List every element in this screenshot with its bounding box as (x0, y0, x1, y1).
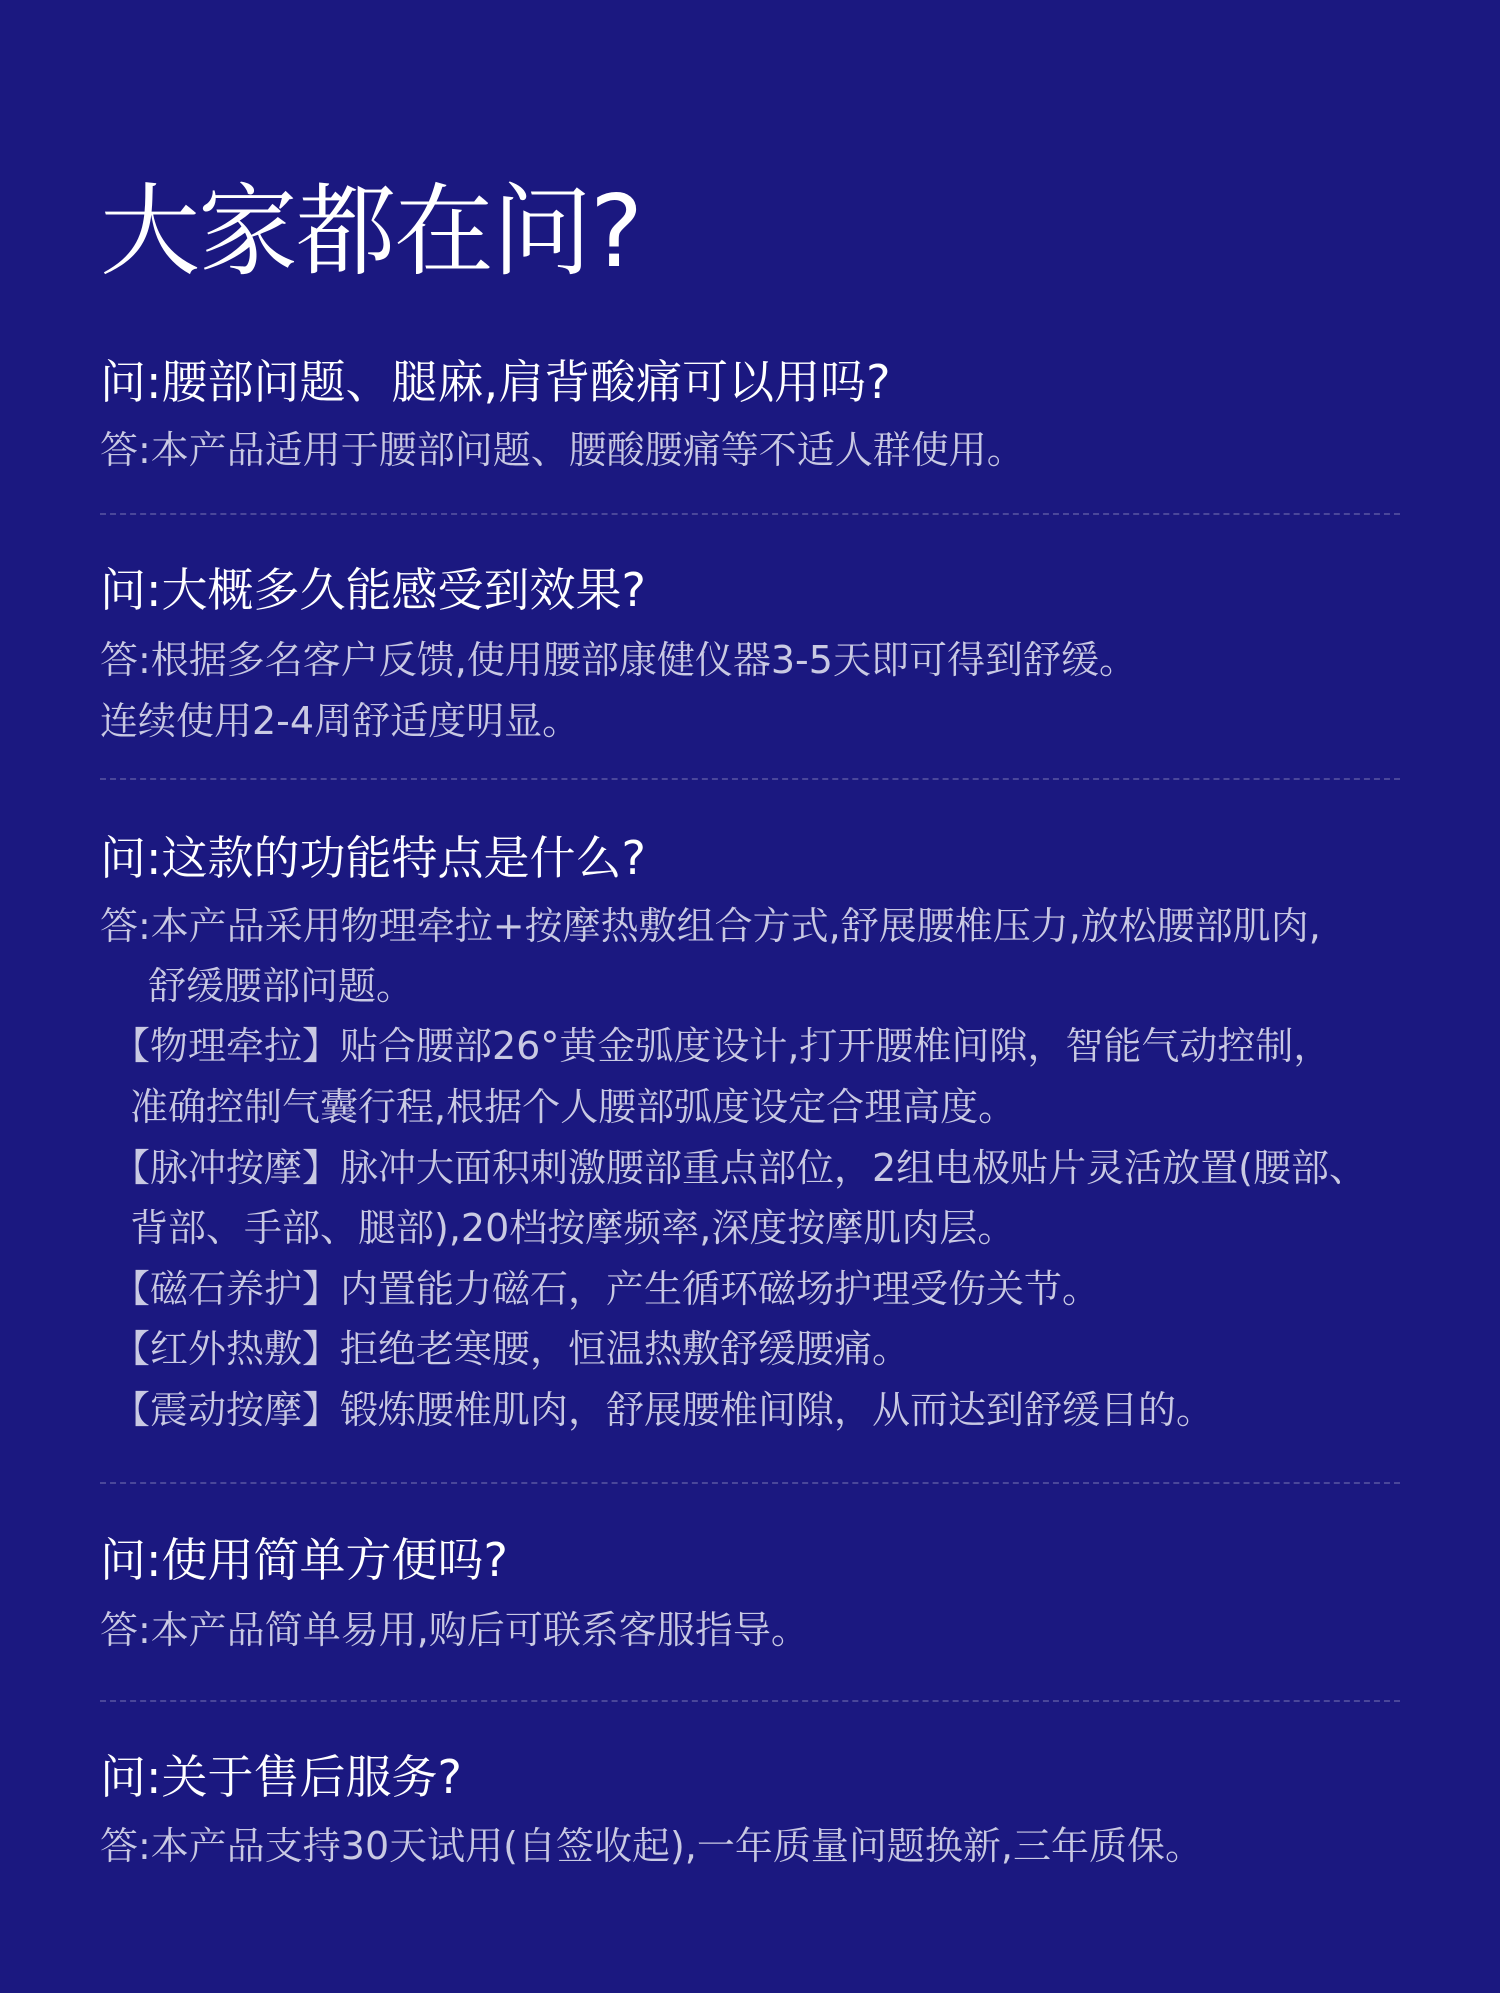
faq-question-3: 问:这款的功能特点是什么? (100, 831, 646, 885)
faq-question-5: 问:关于售后服务? (100, 1750, 462, 1804)
faq-divider (100, 513, 1400, 515)
feature-pulse-massage-cont: 背部、手部、腿部),20档按摩频率,深度按摩肌肉层。 (130, 1206, 1016, 1250)
faq-divider (100, 1700, 1400, 1702)
feature-physical-traction-cont: 准确控制气囊行程,根据个人腰部弧度设定合理高度。 (130, 1085, 1017, 1129)
feature-magnet-care: 【磁石养护】内置能力磁石，产生循环磁场护理受伤关节。 (112, 1267, 1101, 1311)
faq-divider (100, 778, 1400, 780)
feature-pulse-massage: 【脉冲按摩】脉冲大面积刺激腰部重点部位，2组电极贴片灵活放置(腰部、 (112, 1146, 1368, 1190)
page-title: 大家都在问? (100, 173, 642, 290)
feature-vibration-massage: 【震动按摩】锻炼腰椎肌肉，舒展腰椎间隙，从而达到舒缓目的。 (112, 1388, 1215, 1432)
faq-answer-1: 答:本产品适用于腰部问题、腰酸腰痛等不适人群使用。 (100, 428, 1025, 472)
faq-answer-3-line-1: 答:本产品采用物理牵拉+按摩热敷组合方式,舒展腰椎压力,放松腰部肌肉, (100, 904, 1321, 948)
faq-question-1: 问:腰部问题、腿麻,肩背酸痛可以用吗? (100, 355, 891, 409)
faq-question-2: 问:大概多久能感受到效果? (100, 563, 646, 617)
faq-answer-2-line-2: 连续使用2-4周舒适度明显。 (100, 699, 581, 743)
faq-question-4: 问:使用简单方便吗? (100, 1533, 508, 1587)
faq-divider (100, 1482, 1400, 1484)
feature-infrared-heat: 【红外热敷】拒绝老寒腰，恒温热敷舒缓腰痛。 (112, 1327, 911, 1371)
faq-answer-2-line-1: 答:根据多名客户反馈,使用腰部康健仪器3-5天即可得到舒缓。 (100, 638, 1137, 682)
faq-answer-4: 答:本产品简单易用,购后可联系客服指导。 (100, 1608, 809, 1652)
feature-physical-traction: 【物理牵拉】贴合腰部26°黄金弧度设计,打开腰椎间隙，智能气动控制， (112, 1024, 1332, 1068)
faq-answer-5: 答:本产品支持30天试用(自签收起),一年质量问题换新,三年质保。 (100, 1824, 1203, 1868)
faq-answer-3-line-2: 舒缓腰部问题。 (148, 964, 415, 1008)
